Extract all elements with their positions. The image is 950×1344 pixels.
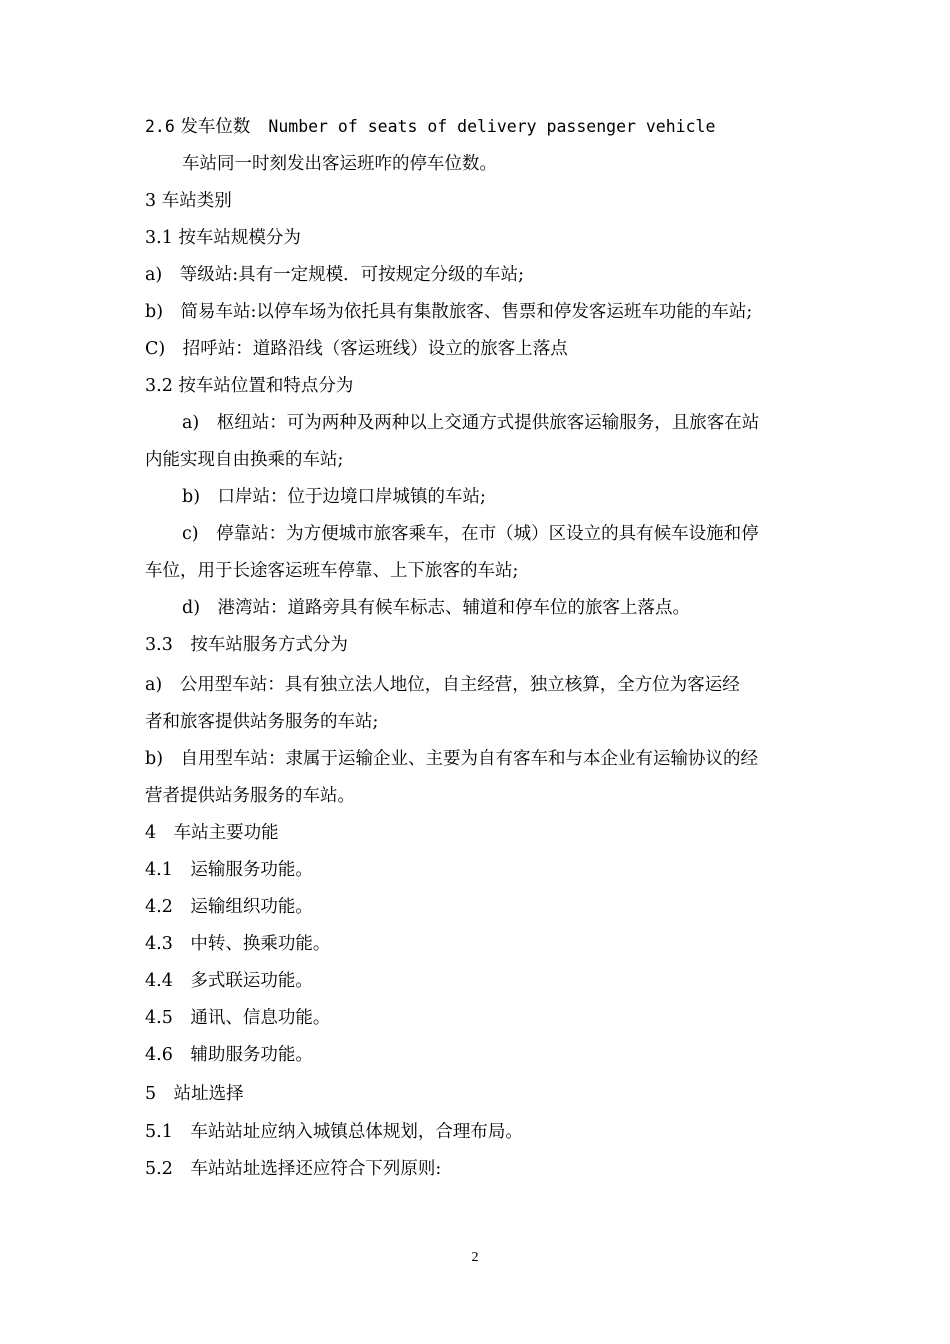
heading-3-2: 3.2 按车站位置和特点分为 <box>145 376 354 396</box>
section-number: 2.6 <box>145 117 175 136</box>
list-item-3-1-c: C) 招呼站：道路沿线（客运班线）设立的旅客上落点 <box>145 339 568 359</box>
list-item-3-3-a-continued: 者和旅客提供站务服务的车站; <box>145 712 379 732</box>
definition-text: 车站同一时刻发出客运班咋的停车位数。 <box>182 154 497 174</box>
list-item-3-3-b-continued: 营者提供站务服务的车站。 <box>145 786 355 806</box>
heading-4: 4 车站主要功能 <box>145 823 279 843</box>
list-item-3-2-d: d) 港湾站：道路旁具有候车标志、辅道和停车位的旅客上落点。 <box>182 598 691 618</box>
term-chinese: 发车位数 <box>180 117 251 137</box>
list-item-3-3-a: a) 公用型车站：具有独立法人地位，自主经营，独立核算，全方位为客运经 <box>145 675 740 695</box>
item-4-1: 4.1 运输服务功能。 <box>145 860 313 880</box>
list-item-3-3-b: b) 自用型车站：隶属于运输企业、主要为自有客车和与本企业有运输协议的经 <box>145 749 759 769</box>
heading-3: 3 车站类别 <box>145 191 232 211</box>
item-4-3: 4.3 中转、换乘功能。 <box>145 934 331 954</box>
list-item-3-2-c: c) 停靠站：为方便城市旅客乘车，在市（城）区设立的具有候车设施和停 <box>182 524 759 544</box>
list-item-3-2-a: a) 枢纽站：可为两种及两种以上交通方式提供旅客运输服务，且旅客在站 <box>182 413 760 433</box>
page-number: 2 <box>471 1250 479 1265</box>
list-item-3-2-b: b) 口岸站：位于边境口岸城镇的车站; <box>182 487 486 507</box>
list-item-3-1-b: b) 简易车站:以停车场为依托具有集散旅客、售票和停发客运班车功能的车站; <box>145 302 753 322</box>
item-4-2: 4.2 运输组织功能。 <box>145 897 313 917</box>
heading-3-3: 3.3 按车站服务方式分为 <box>145 635 348 655</box>
heading-3-1: 3.1 按车站规模分为 <box>145 228 301 248</box>
heading-2-6 <box>145 115 715 139</box>
list-item-3-2-a-continued: 内能实现自由换乘的车站; <box>145 450 344 470</box>
item-4-4: 4.4 多式联运功能。 <box>145 971 313 991</box>
list-item-3-2-c-continued: 车位，用于长途客运班车停靠、上下旅客的车站; <box>145 561 519 581</box>
heading-5: 5 站址选择 <box>145 1084 244 1104</box>
list-item-3-1-a: a) 等级站:具有一定规模．可按规定分级的车站; <box>145 265 525 285</box>
term-english: Number of seats of delivery passenger vehicle <box>268 117 716 136</box>
item-4-6: 4.6 辅助服务功能。 <box>145 1045 313 1065</box>
item-4-5: 4.5 通讯、信息功能。 <box>145 1008 331 1028</box>
item-5-2: 5.2 车站站址选择还应符合下列原则: <box>145 1159 442 1179</box>
item-5-1: 5.1 车站站址应纳入城镇总体规划，合理布局。 <box>145 1122 523 1142</box>
